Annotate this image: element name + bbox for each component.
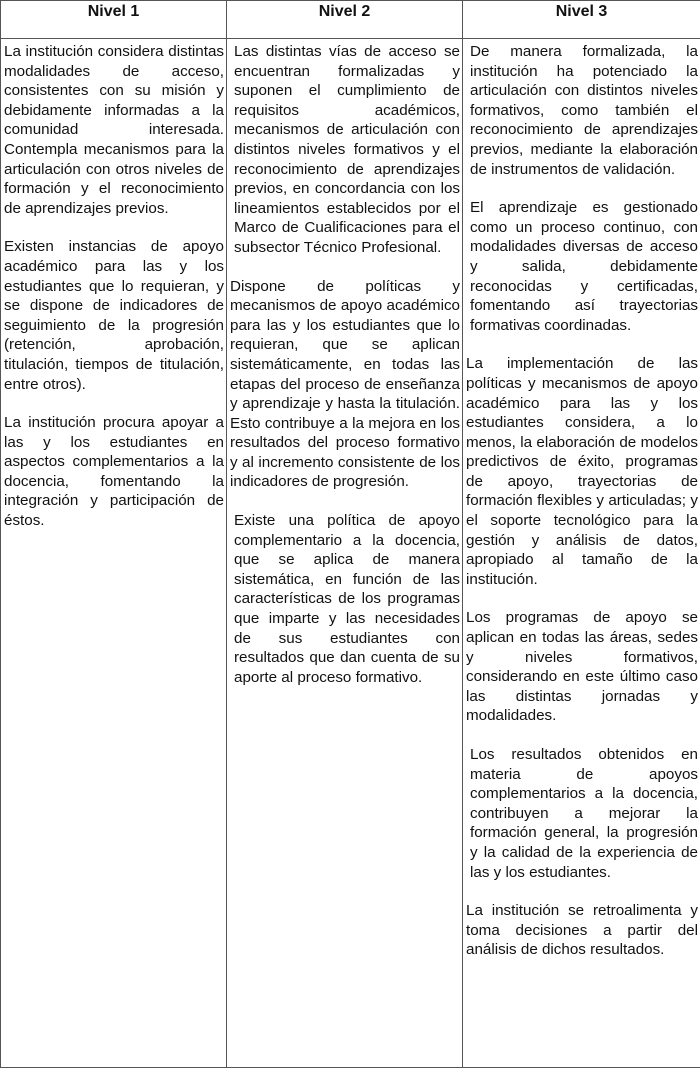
nivel-1-paragraph-access: La institución considera distintas modalidades de acceso, consistentes con su misión y debidamente informadas a la comunidad interesada. Contempla mecanismos para la articulación con otros niveles de formación y el reconocimiento de aprendizajes previos.: [4, 43, 224, 217]
nivel-1-paragraph-academic-support: Existen instancias de apoyo académico para las y los estudiantes que lo requieran, y se dispone de indicadores de seguimiento de la progresión (retención, aprobación, titulación, tiempos de titulación, entre otros).: [4, 238, 224, 393]
nivel-3-paragraph-articulation: De manera formalizada, la institución ha potenciado la articulación con distintos niveles formativos, como también el reconocimiento de aprendizajes previos, mediante la elaboración de instrumentos de validación.: [470, 43, 698, 178]
header-row: [1, 1, 700, 39]
content-row: [1, 39, 700, 1068]
nivel-3-paragraph-continuous-learning: El aprendizaje es gestionado como un proceso continuo, con modalidades diversas de acceso y salida, debidamente reconocidas y certificadas, fomentando así trayectorias formativas coordinadas.: [470, 199, 698, 334]
nivel-2-paragraph-access: Las distintas vías de acceso se encuentran formalizadas y suponen el cumplimiento de requisitos académicos, mecanismos de articulación con distintos niveles formativos y el reconocimiento de aprendizajes previos, en concordancia con los lineamientos establecidos por el Marco de Cualificaciones para el subsector Técnico Profesional.: [234, 43, 460, 256]
header-nivel-3: Nivel 3: [463, 1, 700, 39]
cell-nivel-1: [1, 39, 227, 1068]
nivel-3-paragraph-support-programs: Los programas de apoyo se aplican en todas las áreas, sedes y niveles formativos, considerando en este último caso las distintas jornadas y modalidades.: [466, 609, 698, 725]
cell-nivel-2: [227, 39, 463, 1068]
nivel-2-paragraph-complementary-support: Existe una política de apoyo complementario a la docencia, que se aplica de manera sistemática, en función de las características de los programas que imparte y las necesidades de sus estudiantes con resultados que dan cuenta de su aporte al proceso formativo.: [234, 512, 460, 686]
nivel-3-paragraph-implementation: La implementación de las políticas y mecanismos de apoyo académico para las y los estudiantes considera, a lo menos, la elaboración de modelos predictivos de éxito, programas de apoyo, trayectorias de formación flexibles y articuladas; y el soporte tecnológico para la gestión y análisis de datos, apropiado al tamaño de la institución.: [466, 355, 698, 588]
nivel-3-paragraph-results: Los resultados obtenidos en materia de apoyos complementarios a la docencia, contribuyen a mejorar la formación general, la progresión y la calidad de la experiencia de las y los estudiantes.: [470, 746, 698, 881]
header-nivel-2: Nivel 2: [227, 1, 463, 39]
header-nivel-1: Nivel 1: [1, 1, 227, 39]
cell-nivel-3: [463, 39, 700, 1068]
nivel-1-paragraph-complementary-support: La institución procura apoyar a las y los estudiantes en aspectos complementarios a la docencia, fomentando la integración y participación de éstos.: [4, 414, 224, 530]
nivel-2-paragraph-academic-support: Dispone de políticas y mecanismos de apoyo académico para las y los estudiantes que lo requieran, que se aplican sistemáticamente, en todas las etapas del proceso de enseñanza y aprendizaje y hasta la titulación. Esto contribuye a la mejora en los resultados del proceso formativo y al incremento consistente de los indicadores de progresión.: [230, 277, 460, 491]
nivel-3-paragraph-feedback: La institución se retroalimenta y toma decisiones a partir del análisis de dichos resultados.: [466, 902, 698, 959]
